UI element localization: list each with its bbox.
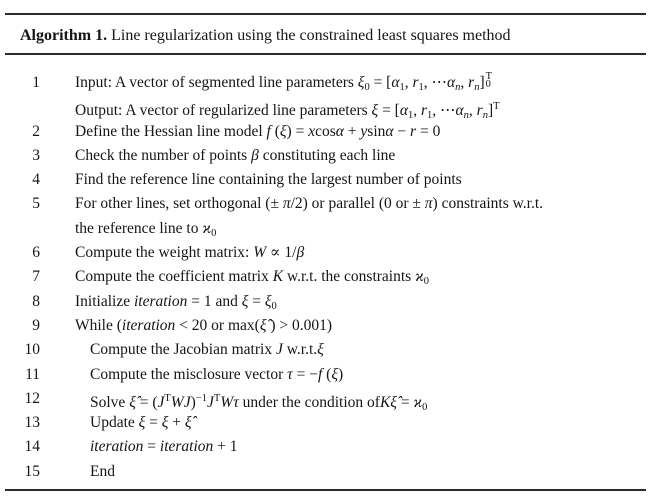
line-content: Compute the Jacobian matrix J w.r.t.ξ [90, 341, 324, 359]
line-content: Update ξ = ξ + ξ̂ [90, 414, 192, 432]
line-number: 1 [32, 74, 40, 91]
line-number: 14 [24, 438, 40, 456]
line-content: Input: A vector of segmented line parameters ξ0 = [α1, r1, ⋯αn, rn] T 0 [75, 70, 493, 93]
bottom-rule [5, 489, 646, 491]
line-content: Check the number of points β constituting each line [75, 146, 396, 164]
line-content: iteration = iteration + 1 [90, 438, 238, 456]
algorithm-line [0, 290, 650, 314]
line-number: 8 [32, 292, 40, 310]
line-number: 4 [32, 171, 40, 189]
line-number: 10 [24, 341, 40, 359]
algorithm-line [0, 192, 650, 216]
algorithm-line [0, 168, 650, 192]
algorithm-title [20, 27, 640, 45]
algorithm-title-text: Line regularization using the constrained least squares method [107, 27, 511, 44]
line-content: Compute the weight matrix: W ∝ 1/β [75, 244, 305, 262]
algorithm-line [0, 144, 650, 168]
algorithm-body [0, 71, 650, 484]
line-content: Initialize iteration = 1 and ξ = ξ0 [75, 292, 277, 312]
algorithm-line [0, 120, 650, 144]
algorithm-line [0, 217, 650, 241]
line-content: Output: A vector of regularized line parameters ξ = [α1, r1, ⋯αn, rn]$^T$ [75, 101, 500, 122]
line-number: 6 [32, 244, 40, 262]
algorithm-line [0, 241, 650, 265]
line-number: 7 [32, 268, 40, 286]
line-number: 2 [32, 122, 40, 140]
algorithm-line [0, 314, 650, 338]
line-number [0, 95, 40, 119]
algorithm-line [0, 435, 650, 459]
line-number: 13 [24, 414, 40, 432]
line-number: 9 [32, 316, 40, 334]
algorithm-line [0, 387, 650, 411]
line-content: For other lines, set orthogonal (± π/2) or parallel (0 or ± π) constraints w.r.t. [75, 195, 544, 213]
top-rule [5, 13, 646, 15]
algorithm-line [0, 363, 650, 387]
line-content: Find the reference line containing the largest number of points [75, 171, 462, 189]
line-content: While (iteration < 20 or max(ξ̂ ) > 0.001) [75, 316, 333, 334]
line-number: 5 [32, 195, 40, 213]
line-content: End [90, 462, 115, 480]
line-content: Compute the misclosure vector τ = −f (ξ) [90, 365, 344, 383]
line-number: 12 [24, 389, 40, 407]
line-number: 15 [24, 462, 40, 480]
line-content: Compute the coefficient matrix K w.r.t. the constraints ϰ0 [75, 268, 430, 288]
line-number: 3 [32, 146, 40, 164]
algorithm-line [0, 265, 650, 289]
algorithm-line [0, 95, 650, 122]
algorithm-title-label: Algorithm 1. [20, 27, 108, 44]
line-number: 11 [25, 365, 40, 383]
algorithm-line [0, 338, 650, 362]
line-content: Define the Hessian line model f (ξ) = xcosα + ysinα − r = 0 [75, 122, 441, 140]
line-content: the reference line to ϰ0 [75, 219, 217, 239]
line-number [0, 217, 40, 241]
algorithm-line [0, 411, 650, 435]
title-divider-rule [5, 53, 646, 55]
algorithm-line [0, 71, 650, 95]
algorithm-line [0, 460, 650, 484]
line-content: Solve ξ̂ = $(J^TWJ)^{-1}J^TW\tau$ under the condition ofKξ̂ = ϰ0 [90, 392, 428, 413]
